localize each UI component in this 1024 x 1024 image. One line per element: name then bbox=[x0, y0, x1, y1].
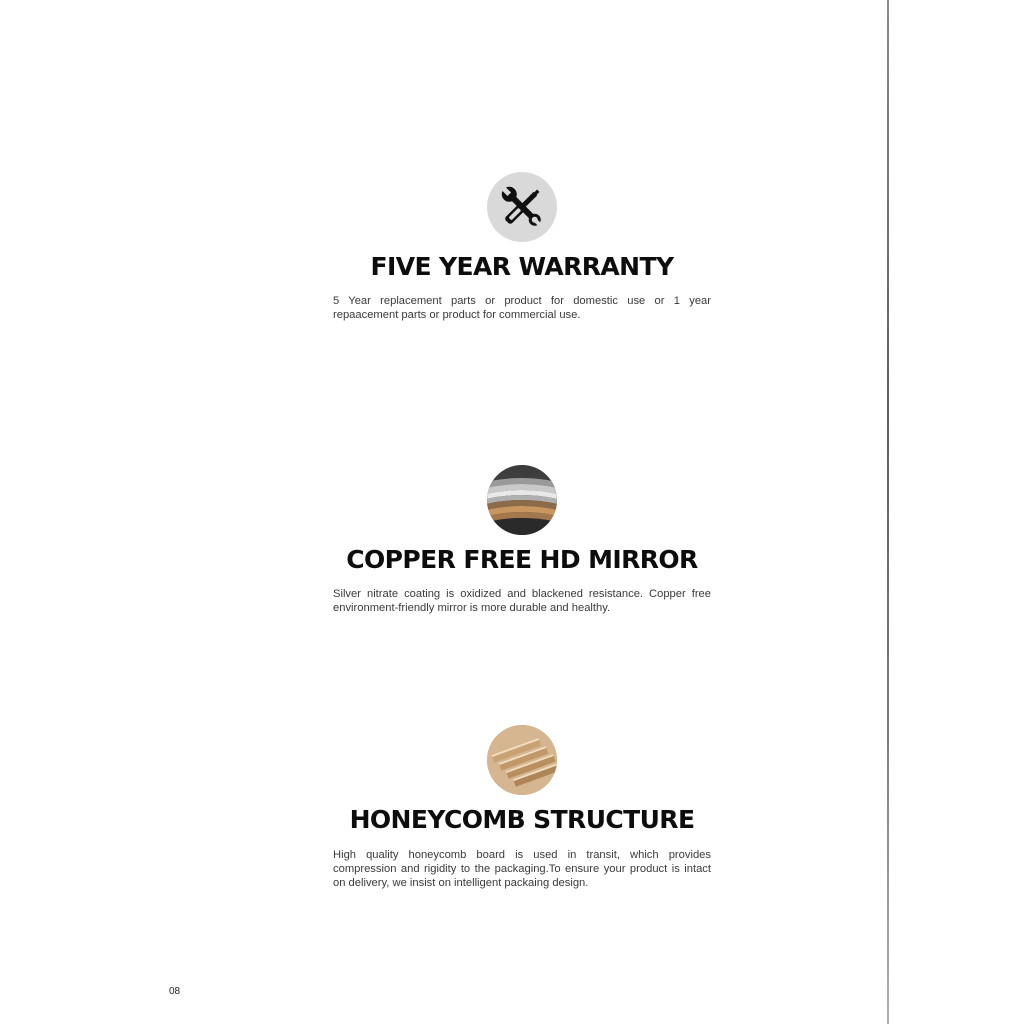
feature-description: High quality honeycomb board is used in transit, which provides compression and rigidity to the packaging.To ensure your product is intact on delivery, we insist on intelligent packaing design. bbox=[333, 849, 711, 889]
feature-description: Silver nitrate coating is oxidized and blackened resistance. Copper free environment-friendly mirror is more durable and healthy. bbox=[333, 588, 711, 614]
feature-title: COPPER FREE HD MIRROR bbox=[346, 545, 698, 574]
mirror-layers-icon bbox=[487, 465, 557, 535]
feature-title: FIVE YEAR WARRANTY bbox=[370, 252, 674, 281]
feature-description: 5 Year replacement parts or product for domestic use or 1 year repaacement parts or product for commercial use. bbox=[333, 295, 711, 321]
wrench-screwdriver-icon bbox=[487, 172, 557, 242]
feature-title: HONEYCOMB STRUCTURE bbox=[349, 805, 695, 834]
honeycomb-board-icon bbox=[487, 725, 557, 795]
page-number: 08 bbox=[169, 986, 181, 997]
page-spine-line bbox=[887, 0, 889, 1024]
